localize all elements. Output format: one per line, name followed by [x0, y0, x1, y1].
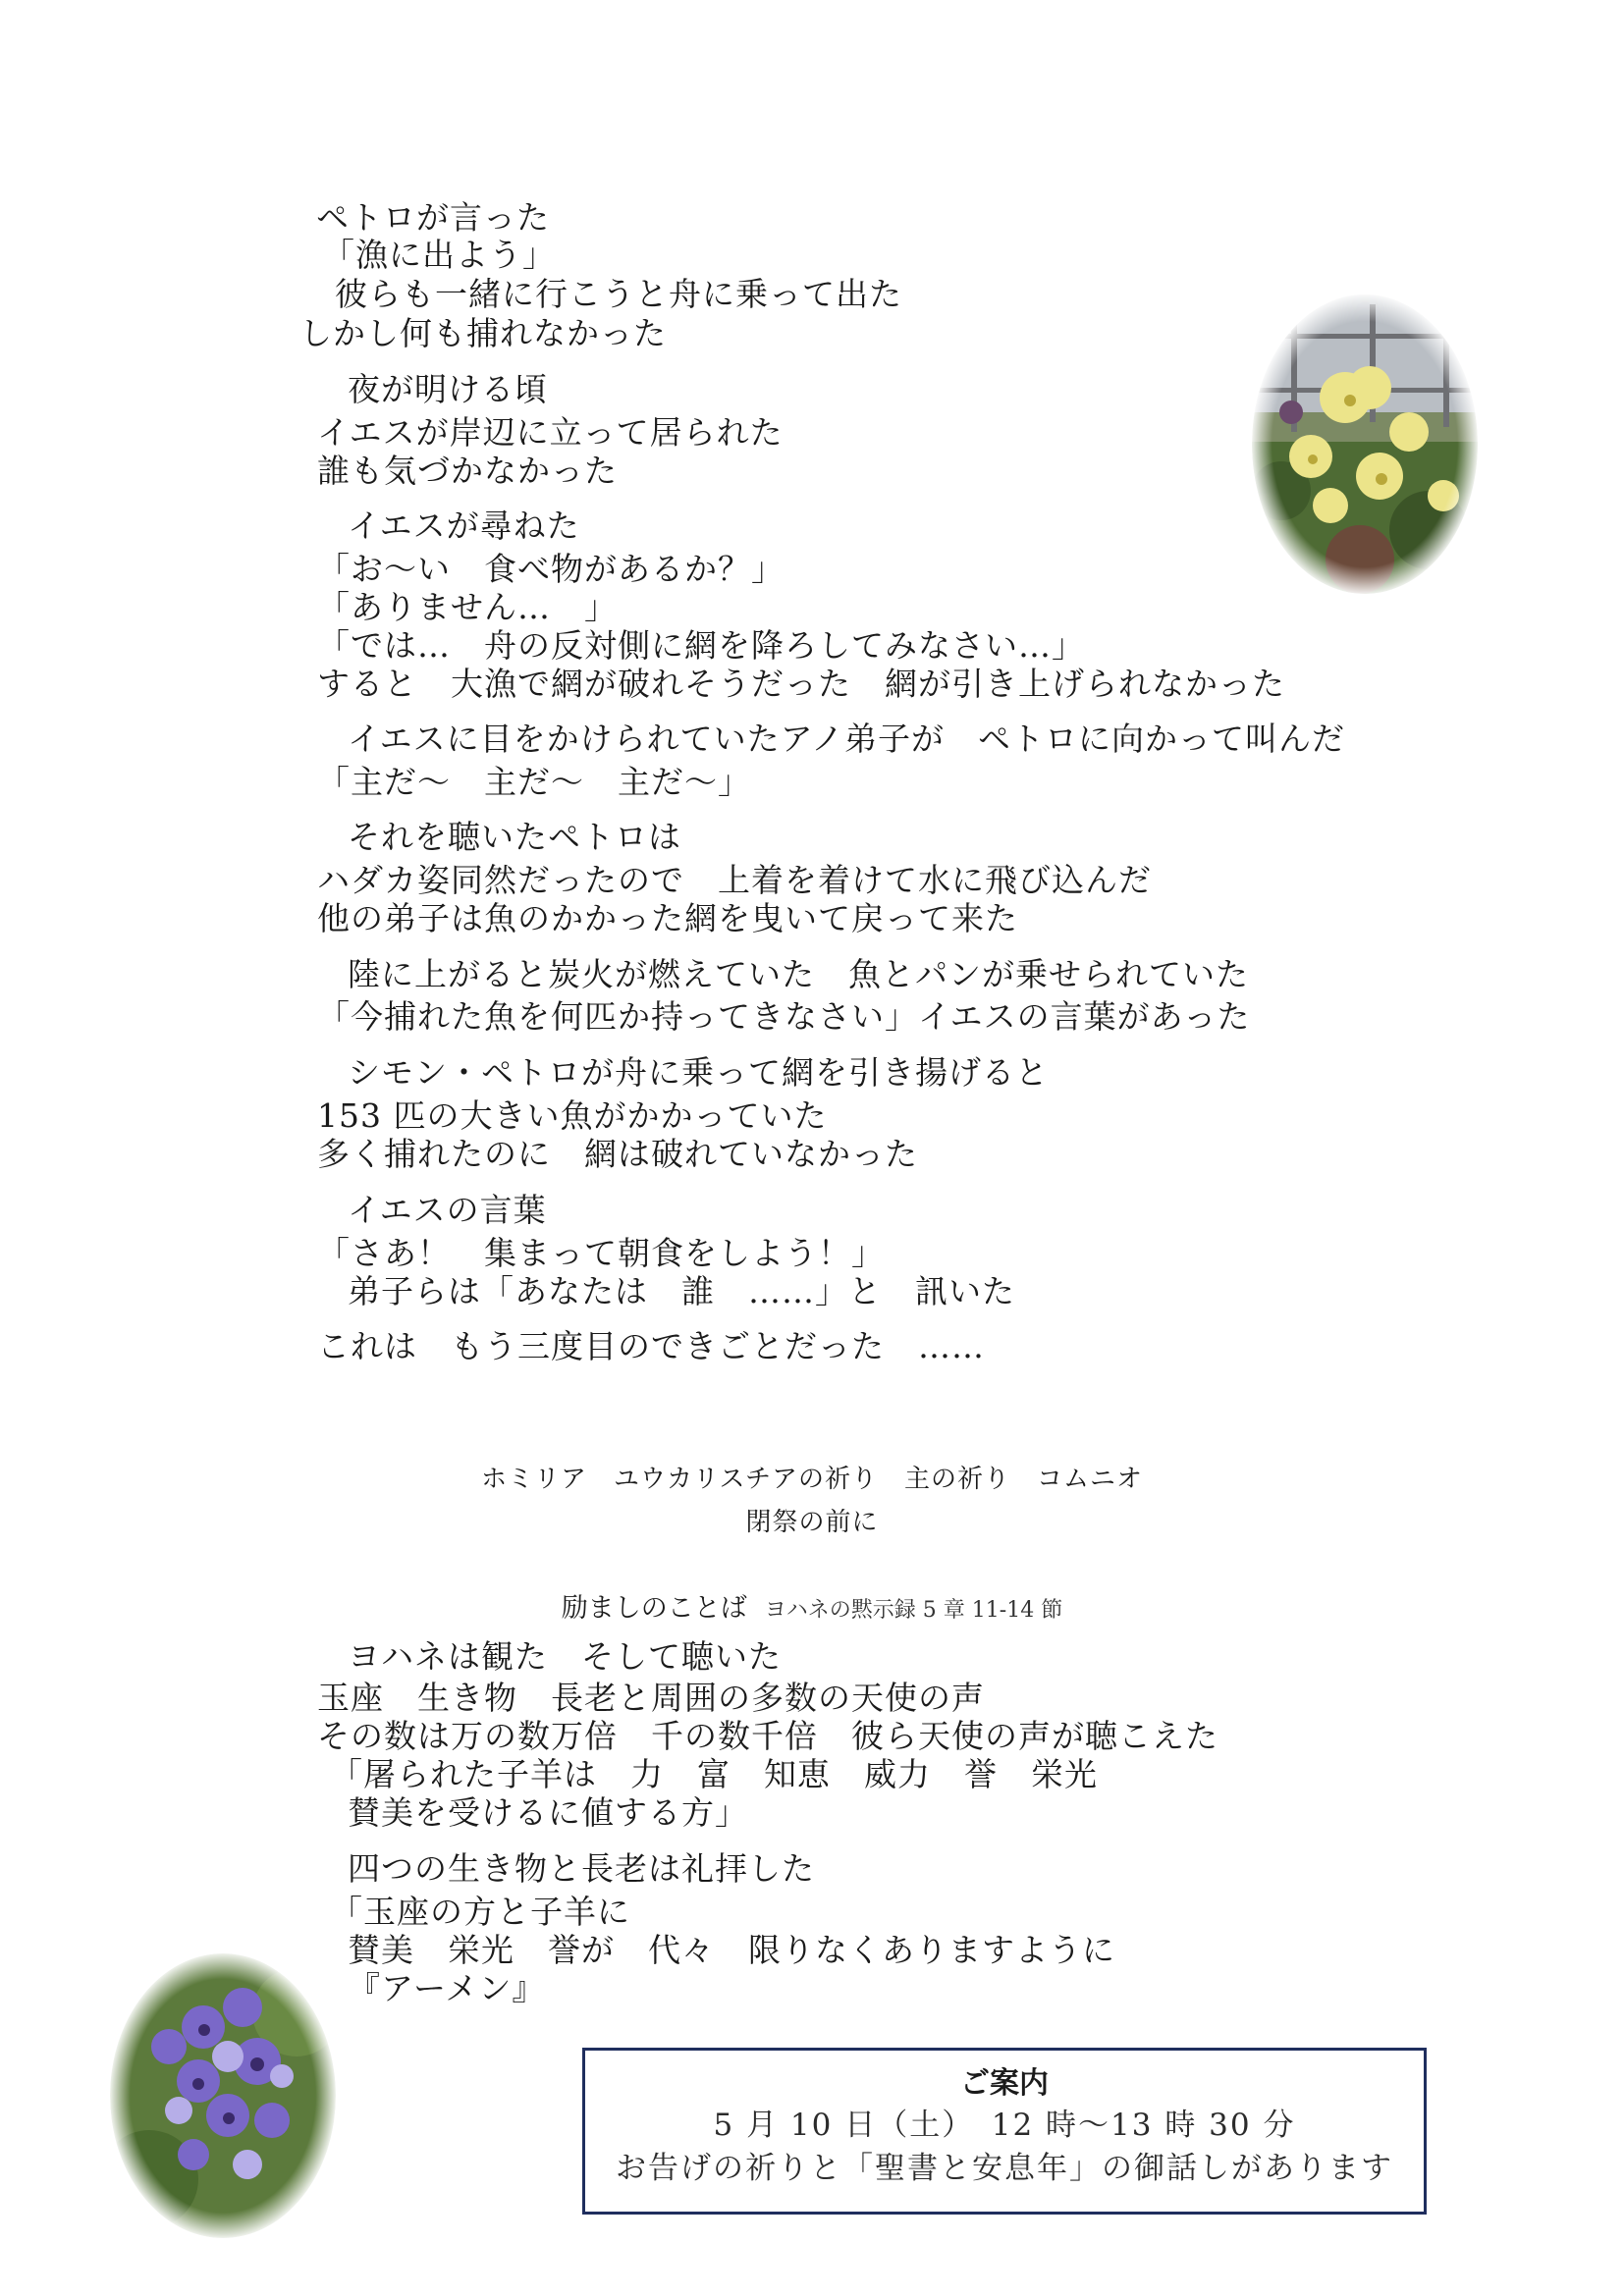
- poem-line: 彼らも一緒に行こうと舟に乗って出た: [335, 275, 902, 313]
- poem-line: 「主だ～ 主だ～ 主だ～」: [317, 763, 751, 801]
- poem-line: 陸に上がると炭火が燃えていた 魚とパンが乗せられていた: [348, 955, 1249, 993]
- poem-line: 「ありません… 」: [317, 588, 618, 626]
- encouragement-line: その数は万の数万倍 千の数千倍 彼ら天使の声が聴こえた: [317, 1717, 1218, 1755]
- poem-line: それを聴いたペトロは: [348, 818, 681, 856]
- encouragement-title: 励ましのことば: [561, 1593, 747, 1624]
- poem-line: 弟子らは「あなたは 誰 ……」と 訊いた: [348, 1272, 1015, 1310]
- poem-line: イエスが岸辺に立って居られた: [317, 413, 784, 452]
- poem-line: 夜が明ける頃: [348, 370, 548, 408]
- notice-title: ご案内: [960, 2066, 1049, 2101]
- encouragement-line: 賛美 栄光 誉が 代々 限りなくありますように: [348, 1931, 1115, 1969]
- encouragement-heading: [0, 1586, 1624, 1625]
- poem-line: イエスの言葉: [348, 1191, 547, 1229]
- liturgy-subline: 閉祭の前に: [745, 1508, 879, 1537]
- poem-line: 他の弟子は魚のかかった網を曳いて戻って来た: [317, 899, 1018, 937]
- encouragement-line: 賛美を受けるに値する方」: [348, 1793, 748, 1832]
- encouragement-line: 「屠られた子羊は 力 富 知恵 威力 誉 栄光: [330, 1755, 1098, 1793]
- poem-line: これは もう三度目のできごとだった ……: [317, 1327, 985, 1365]
- poem-line: 「お～い 食べ物があるか？」: [317, 550, 785, 588]
- poem-line: ペトロが言った: [316, 198, 550, 237]
- liturgy-line: ホミリア ユウカリスチアの祈り 主の祈り コムニオ: [481, 1465, 1143, 1494]
- poem-line: 誰も気づかなかった: [317, 452, 618, 490]
- poem-line: 「今捕れた魚を何匹か持ってきなさい」イエスの言葉があった: [317, 997, 1251, 1036]
- poem-line: 「漁に出よう」: [322, 236, 556, 274]
- encouragement-line: 四つの生き物と長老は礼拝した: [348, 1849, 815, 1888]
- notice-date: 5 月 10 日（土） 12 時～13 時 30 分: [713, 2108, 1296, 2143]
- poem-line: ハダカ姿同然だったので 上着を着けて水に飛び込んだ: [317, 861, 1152, 899]
- poem-line: シモン・ペトロが舟に乗って網を引き揚げると: [348, 1053, 1049, 1092]
- yellow-pansy-photo: [1252, 294, 1478, 594]
- purple-pansy-photo: [110, 1953, 336, 2238]
- flower-photo-icon: [110, 1953, 336, 2238]
- notice-description: お告げの祈りと「聖書と安息年」の御話しがあります: [616, 2151, 1393, 2186]
- encouragement-line: 玉座 生き物 長老と周囲の多数の天使の声: [317, 1679, 985, 1717]
- notice-box: [582, 2048, 1427, 2215]
- poem-line: 「では… 舟の反対側に網を降ろしてみなさい…」: [317, 626, 1085, 665]
- poem-line: 多く捕れたのに 網は破れていなかった: [317, 1135, 918, 1173]
- poem-line: イエスに目をかけられていたアノ弟子が ペトロに向かって叫んだ: [348, 720, 1346, 758]
- poem-line: イエスが尋ねた: [348, 507, 580, 545]
- poem-line: すると 大漁で網が破れそうだった 網が引き上げられなかった: [317, 665, 1285, 703]
- encouragement-line: 「玉座の方と子羊に: [330, 1893, 630, 1931]
- poem-line: 153 匹の大きい魚がかかっていた: [317, 1096, 828, 1135]
- poem-line: しかし何も捕れなかった: [299, 314, 667, 352]
- flower-photo-icon: [1252, 294, 1478, 594]
- scripture-reference: ヨハネの黙示録 5 章 11-14 節: [764, 1598, 1063, 1623]
- encouragement-line: ヨハネは観た そして聴いた: [348, 1637, 782, 1676]
- encouragement-line: 『アーメン』: [348, 1969, 546, 2007]
- poem-line: 「さあ！ 集まって朝食をしよう！」: [317, 1234, 885, 1272]
